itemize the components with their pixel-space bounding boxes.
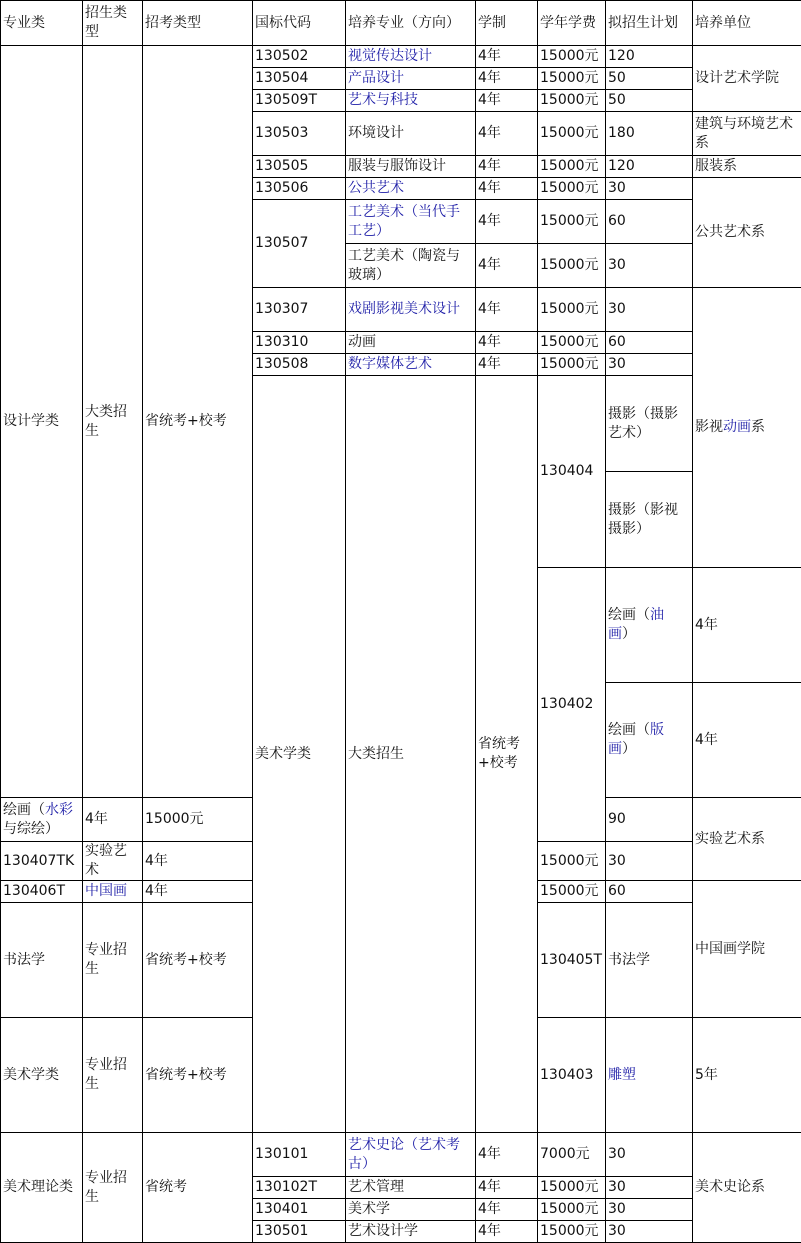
years-cell: 4年 (476, 90, 538, 112)
code-cell: 130507 (253, 200, 346, 288)
years-cell: 5年 (693, 1018, 801, 1133)
enrollment-type-cell: 专业招生 (83, 1133, 143, 1243)
major-cell (346, 1133, 476, 1177)
exam-type-cell: 省统考+校考 (476, 376, 538, 1133)
table-row (1, 1133, 801, 1177)
code-cell: 130406T (1, 881, 83, 903)
major-link[interactable]: 艺术与科技 (348, 92, 418, 108)
major-cell (346, 354, 476, 376)
years-cell: 4年 (693, 683, 801, 798)
code-cell: 130402 (538, 568, 606, 842)
table-row (1, 46, 801, 68)
major-cell: 艺术管理 (346, 1177, 476, 1199)
header-cell: 国标代码 (253, 1, 346, 46)
plan-cell: 120 (606, 46, 693, 68)
plan-cell: 60 (606, 332, 693, 354)
major-link[interactable]: 水彩 (45, 802, 73, 818)
major-category-cell: 美术学类 (1, 1018, 83, 1133)
major-link[interactable]: 油画 (608, 607, 664, 642)
plan-cell: 30 (606, 354, 693, 376)
code-cell: 130501 (253, 1221, 346, 1243)
major-link[interactable]: 艺术史论（艺术考古） (348, 1137, 460, 1172)
major-cell (83, 881, 143, 903)
major-cell: 书法学 (606, 903, 693, 1018)
major-link[interactable]: 工艺美术（当代手工艺） (348, 204, 460, 239)
major-cell: 服装与服饰设计 (346, 156, 476, 178)
years-cell: 4年 (476, 178, 538, 200)
years-cell: 4年 (476, 68, 538, 90)
years-cell: 4年 (476, 156, 538, 178)
major-cell (346, 68, 476, 90)
major-link[interactable]: 公共艺术 (348, 180, 404, 196)
major-cell (346, 46, 476, 68)
plan-cell: 60 (606, 200, 693, 244)
code-cell: 130509T (253, 90, 346, 112)
fee-cell: 15000元 (538, 842, 606, 881)
years-cell: 4年 (83, 798, 143, 842)
plan-cell: 60 (606, 881, 693, 903)
years-cell: 4年 (476, 1221, 538, 1243)
code-cell: 130508 (253, 354, 346, 376)
code-cell: 130401 (253, 1199, 346, 1221)
fee-cell: 15000元 (143, 798, 253, 842)
plan-cell: 30 (606, 1221, 693, 1243)
years-cell: 4年 (476, 288, 538, 332)
unit-cell: 设计艺术学院 (693, 46, 801, 112)
header-cell: 培养专业（方向） (346, 1, 476, 46)
major-link[interactable]: 戏剧影视美术设计 (348, 301, 460, 317)
unit-cell: 服装系 (693, 156, 801, 178)
fee-cell: 15000元 (538, 1177, 606, 1199)
exam-type-cell: 省统考+校考 (143, 903, 253, 1018)
major-category-cell: 美术学类 (253, 376, 346, 1133)
plan-cell: 30 (606, 288, 693, 332)
years-cell: 4年 (143, 842, 253, 881)
major-text: ） (622, 626, 636, 642)
major-cell (606, 1018, 693, 1133)
exam-type-cell: 省统考+校考 (143, 46, 253, 798)
major-link[interactable]: 版画 (608, 722, 664, 757)
unit-cell (693, 288, 801, 568)
major-text: 绘画（ (608, 607, 650, 623)
unit-cell: 美术史论系 (693, 1133, 801, 1243)
unit-cell: 中国画学院 (693, 881, 801, 1018)
unit-cell: 公共艺术系 (693, 178, 801, 288)
major-cell: 实验艺术 (83, 842, 143, 881)
header-cell: 招生类型 (83, 1, 143, 46)
fee-cell: 15000元 (538, 288, 606, 332)
code-cell: 130404 (538, 376, 606, 568)
fee-cell: 15000元 (538, 881, 606, 903)
major-cell (346, 200, 476, 244)
header-cell: 专业类 (1, 1, 83, 46)
header-cell: 学制 (476, 1, 538, 46)
major-cell: 艺术设计学 (346, 1221, 476, 1243)
fee-cell: 15000元 (538, 112, 606, 156)
years-cell: 4年 (476, 332, 538, 354)
years-cell: 4年 (476, 112, 538, 156)
major-text: ） (622, 741, 636, 757)
plan-cell: 90 (606, 798, 693, 842)
fee-cell: 15000元 (538, 156, 606, 178)
major-link[interactable]: 视觉传达设计 (348, 48, 432, 64)
major-cell (1, 798, 83, 842)
major-category-cell: 设计学类 (1, 46, 83, 798)
fee-cell: 15000元 (538, 1221, 606, 1243)
years-cell: 4年 (476, 200, 538, 244)
major-cell (606, 683, 693, 798)
major-cell: 摄影（摄影艺术） (606, 376, 693, 472)
plan-cell: 50 (606, 90, 693, 112)
major-category-cell: 美术理论类 (1, 1133, 83, 1243)
major-cell: 美术学 (346, 1199, 476, 1221)
plan-cell: 30 (606, 1177, 693, 1199)
code-cell: 130506 (253, 178, 346, 200)
code-cell: 130310 (253, 332, 346, 354)
plan-cell: 30 (606, 842, 693, 881)
major-cell: 工艺美术（陶瓷与玻璃） (346, 244, 476, 288)
unit-link[interactable]: 动画 (723, 419, 751, 435)
code-cell: 130102T (253, 1177, 346, 1199)
years-cell: 4年 (143, 881, 253, 903)
major-cell: 动画 (346, 332, 476, 354)
fee-cell: 15000元 (538, 354, 606, 376)
plan-cell: 180 (606, 112, 693, 156)
code-cell: 130101 (253, 1133, 346, 1177)
unit-cell: 建筑与环境艺术系 (693, 112, 801, 156)
plan-cell: 120 (606, 156, 693, 178)
major-cell (346, 178, 476, 200)
code-cell: 130307 (253, 288, 346, 332)
years-cell: 4年 (476, 1133, 538, 1177)
header-cell: 招考类型 (143, 1, 253, 46)
major-cell: 摄影（影视摄影） (606, 472, 693, 568)
exam-type-cell: 省统考 (143, 1133, 253, 1243)
plan-cell: 30 (606, 1199, 693, 1221)
fee-cell: 15000元 (538, 1199, 606, 1221)
years-cell: 4年 (476, 354, 538, 376)
unit-text: 影视 (695, 419, 723, 435)
major-category-cell: 书法学 (1, 903, 83, 1018)
major-cell (346, 288, 476, 332)
unit-text: 系 (751, 419, 765, 435)
fee-cell: 15000元 (538, 244, 606, 288)
plan-cell: 50 (606, 68, 693, 90)
major-cell (346, 90, 476, 112)
major-link[interactable]: 数字媒体艺术 (348, 356, 432, 372)
major-link[interactable]: 雕塑 (608, 1067, 636, 1083)
fee-cell: 15000元 (538, 90, 606, 112)
plan-cell: 30 (606, 178, 693, 200)
years-cell: 4年 (476, 1177, 538, 1199)
enrollment-type-cell: 专业招生 (83, 1018, 143, 1133)
header-cell: 学年学费 (538, 1, 606, 46)
major-cell (606, 568, 693, 683)
enrollment-type-cell: 大类招生 (346, 376, 476, 1133)
major-text: 绘画（ (608, 722, 650, 738)
enrollment-type-cell: 专业招生 (83, 903, 143, 1018)
header-cell: 拟招生计划 (606, 1, 693, 46)
fee-cell: 15000元 (538, 200, 606, 244)
header-row (1, 1, 801, 46)
unit-cell: 实验艺术系 (693, 798, 801, 881)
code-cell: 130505 (253, 156, 346, 178)
code-cell: 130405T (538, 903, 606, 1018)
code-cell: 130403 (538, 1018, 606, 1133)
fee-cell: 15000元 (538, 68, 606, 90)
code-cell: 130502 (253, 46, 346, 68)
major-text: 与综绘） (3, 821, 59, 837)
major-link[interactable]: 产品设计 (348, 70, 404, 86)
years-cell: 4年 (476, 244, 538, 288)
major-cell: 环境设计 (346, 112, 476, 156)
header-cell: 培养单位 (693, 1, 801, 46)
major-link[interactable]: 中国画 (85, 883, 127, 899)
major-text: 绘画（ (3, 802, 45, 818)
code-cell: 130503 (253, 112, 346, 156)
years-cell: 4年 (476, 1199, 538, 1221)
code-cell: 130504 (253, 68, 346, 90)
fee-cell: 7000元 (538, 1133, 606, 1177)
fee-cell: 15000元 (538, 46, 606, 68)
code-cell: 130407TK (1, 842, 83, 881)
enrollment-type-cell: 大类招生 (83, 46, 143, 798)
years-cell: 4年 (693, 568, 801, 683)
plan-cell: 30 (606, 1133, 693, 1177)
fee-cell: 15000元 (538, 332, 606, 354)
fee-cell: 15000元 (538, 178, 606, 200)
years-cell: 4年 (476, 46, 538, 68)
exam-type-cell: 省统考+校考 (143, 1018, 253, 1133)
plan-cell: 30 (606, 244, 693, 288)
